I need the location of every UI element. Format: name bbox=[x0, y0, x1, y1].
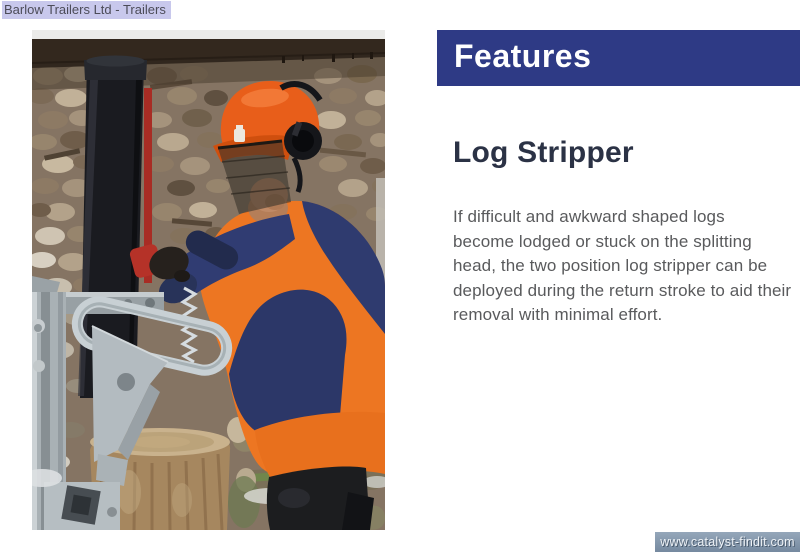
paragraph-line: head, the two position log stripper can be bbox=[453, 256, 768, 275]
section-paragraph bbox=[453, 205, 798, 328]
paragraph-line: deployed during the return stroke to aid their bbox=[453, 280, 792, 300]
paragraph-line: become lodged or stuck on the splitting bbox=[453, 231, 752, 251]
paragraph-line: If difficult and awkward shaped logs bbox=[453, 207, 725, 226]
watermark bbox=[655, 532, 800, 552]
product-photo bbox=[32, 30, 385, 530]
features-banner-label: Features bbox=[454, 38, 592, 74]
watermark-text: www.catalyst-findit.com bbox=[660, 535, 795, 549]
log-splitter-operator-illustration bbox=[32, 30, 385, 530]
paragraph-line: removal with minimal effort. bbox=[453, 305, 663, 324]
window-title[interactable]: Barlow Trailers Ltd - Trailers bbox=[2, 1, 171, 19]
section-heading: Log Stripper bbox=[453, 136, 634, 169]
features-banner bbox=[437, 30, 800, 86]
